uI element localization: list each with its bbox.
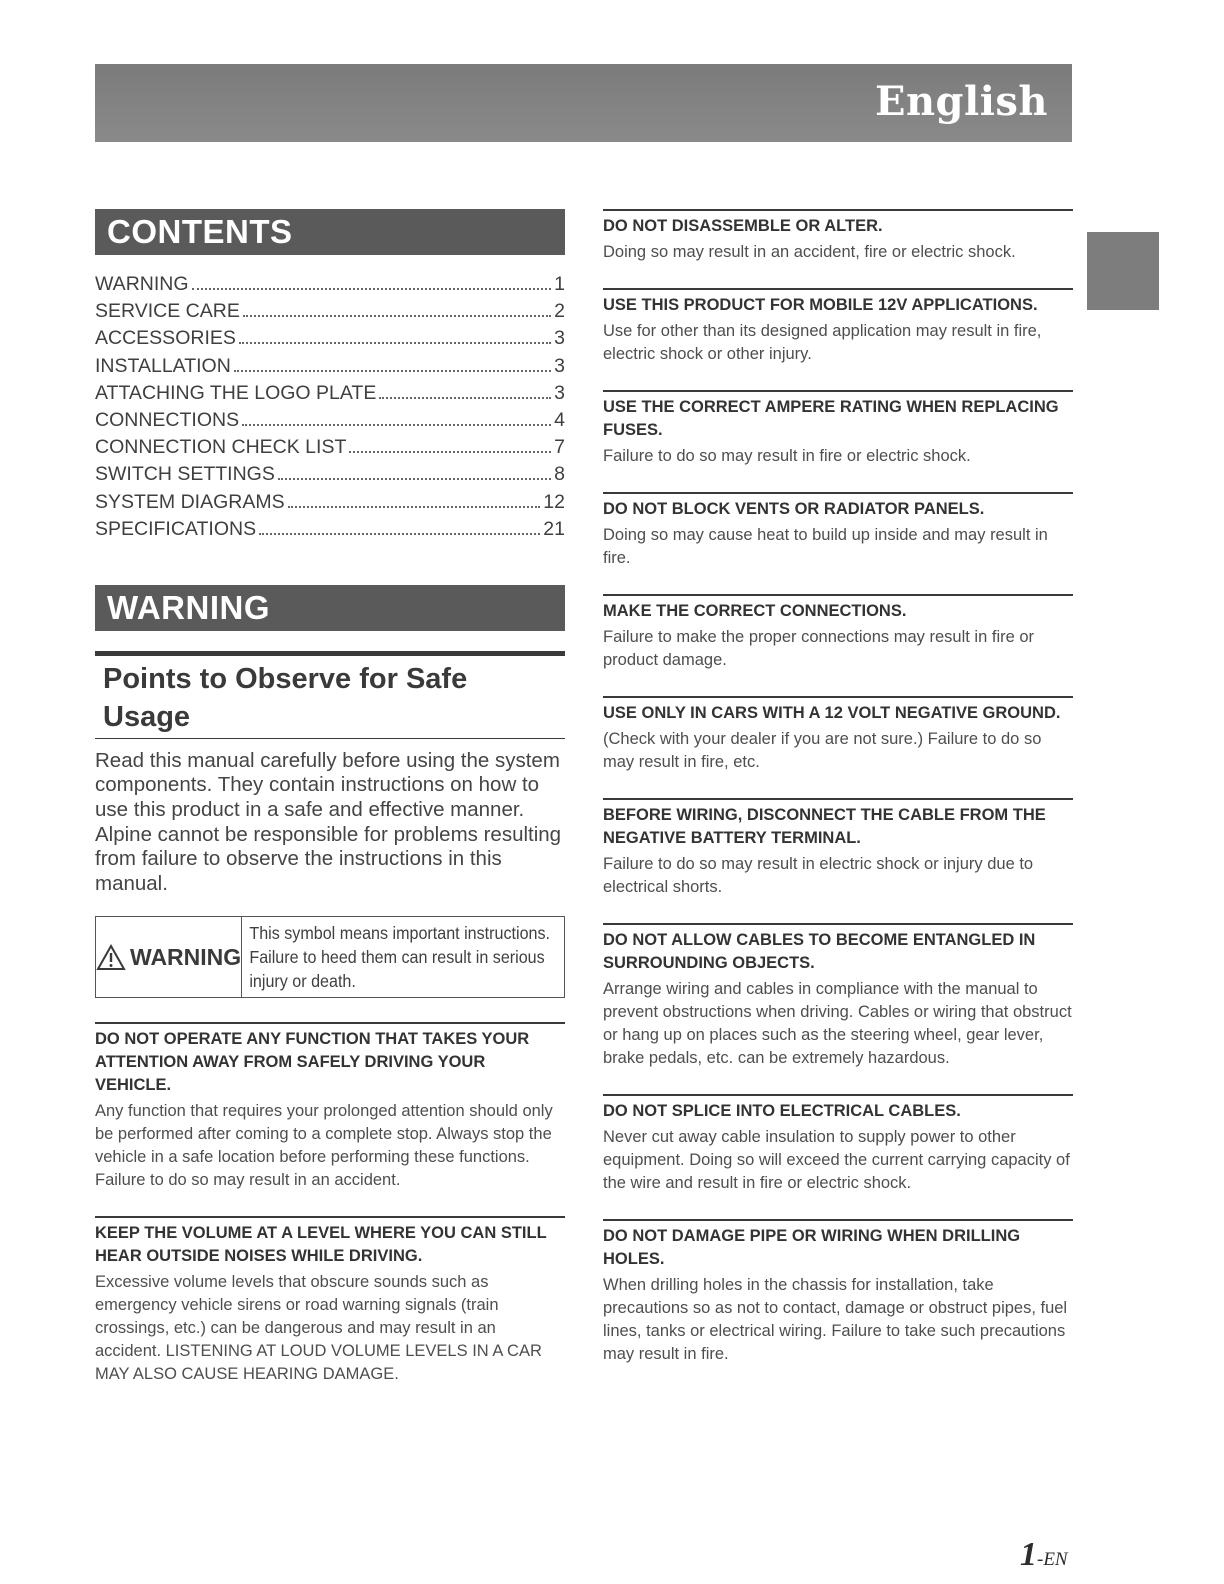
warning-item <box>603 798 1073 899</box>
warning-item <box>603 594 1073 672</box>
symbol-text-line: injury or death. <box>249 971 357 992</box>
page-number-value: 1 <box>1020 1536 1037 1573</box>
toc-entry[interactable] <box>95 382 565 409</box>
warning-intro: Read this manual carefully before using the system components. They contain instructions on how to use this product in a safe and effective manner. Alpine cannot be responsible for problems resulting from failure to observe the instructions in this manual. <box>95 748 562 895</box>
toc-page: 3 <box>554 354 565 377</box>
warning-symbol-description <box>242 917 557 997</box>
toc-page: 3 <box>554 327 565 350</box>
toc-entry[interactable] <box>95 273 565 300</box>
toc-leader <box>242 423 551 426</box>
warning-item <box>603 209 1073 264</box>
warning-symbol-label: WARNING <box>130 943 242 970</box>
toc-label: ACCESSORIES <box>95 327 236 350</box>
toc-label: SERVICE CARE <box>95 300 240 323</box>
toc-label: SPECIFICATIONS <box>95 517 257 540</box>
warning-item <box>603 288 1073 366</box>
symbol-text-line: This symbol means important instructions. <box>249 923 551 944</box>
warning-item <box>603 390 1073 468</box>
left-column <box>95 209 565 1410</box>
left-warning-list <box>95 1022 565 1386</box>
toc-entry[interactable] <box>95 518 565 545</box>
warning-item-head: USE ONLY IN CARS WITH A 12 VOLT NEGATIVE GROUND. <box>603 704 1061 722</box>
toc-entry[interactable] <box>95 436 565 463</box>
warning-item <box>603 492 1073 570</box>
warning-item-head: DO NOT ALLOW CABLES TO BECOME ENTANGLED IN SURROUNDING OBJECTS. <box>603 931 1036 972</box>
warning-item-body: (Check with your dealer if you are not sure.) Failure to do so may result in fire, etc. <box>603 730 1042 771</box>
toc-label: INSTALLATION <box>95 354 231 377</box>
warning-symbol-box <box>95 916 565 998</box>
toc-entry[interactable] <box>95 300 565 327</box>
side-tab-marker <box>1087 232 1159 310</box>
toc-label: ATTACHING THE LOGO PLATE <box>95 381 377 404</box>
toc-entry[interactable] <box>95 491 565 518</box>
toc-label: WARNING <box>95 273 189 295</box>
warning-item-body: Doing so may cause heat to build up inside and may result in fire. <box>603 526 1048 567</box>
toc-page: 21 <box>543 517 565 540</box>
warning-item-body: Failure to do so may result in electric shock or injury due to electrical shorts. <box>603 855 1034 896</box>
toc-page: 8 <box>554 463 565 486</box>
toc-entry[interactable] <box>95 463 565 490</box>
warning-item-body: Arrange wiring and cables in compliance with the manual to prevent obstructions when driving. Cables or wiring that obstruct or hang up on places such as the steering wheel, gear lever, brake pedals, etc. can be extremely hazardous. <box>603 980 1072 1067</box>
toc-page: 12 <box>543 490 565 513</box>
toc-page: 1 <box>554 273 565 295</box>
language-banner <box>95 64 1072 142</box>
toc-leader <box>234 369 551 372</box>
toc-leader <box>239 341 551 344</box>
warning-item <box>603 1094 1073 1195</box>
warning-item-head: DO NOT BLOCK VENTS OR RADIATOR PANELS. <box>603 500 985 518</box>
toc-page: 3 <box>554 381 565 404</box>
warning-item-body: Use for other than its designed application may result in fire, electric shock or other injury. <box>603 322 1042 363</box>
toc-page: 7 <box>554 436 565 459</box>
warning-item <box>603 923 1073 1070</box>
page-number <box>1020 1536 1068 1574</box>
page-number-suffix: -EN <box>1037 1549 1068 1570</box>
language-label: English <box>874 78 1048 125</box>
warning-item-body: Doing so may result in an accident, fire or electric shock. <box>603 243 1016 261</box>
warning-item-head: MAKE THE CORRECT CONNECTIONS. <box>603 602 907 620</box>
warning-item-head: DO NOT DAMAGE PIPE OR WIRING WHEN DRILLING HOLES. <box>603 1227 1021 1268</box>
symbol-text-line: Failure to heed them can result in serious <box>249 947 545 968</box>
toc-page: 2 <box>554 300 565 323</box>
warning-item-head: DO NOT SPLICE INTO ELECTRICAL CABLES. <box>603 1102 961 1120</box>
warning-header: WARNING <box>95 585 565 631</box>
warning-item-head: USE THIS PRODUCT FOR MOBILE 12V APPLICATIONS. <box>603 296 1038 314</box>
warning-item-body: Never cut away cable insulation to supply power to other equipment. Doing so will exceed the current carrying capacity of the wire and result in fire or electric shock. <box>603 1128 1070 1192</box>
safe-usage-subsection <box>95 651 565 739</box>
warning-item <box>603 1219 1073 1366</box>
warning-item-head: DO NOT OPERATE ANY FUNCTION THAT TAKES YOUR ATTENTION AWAY FROM SAFELY DRIVING YOUR VEHICLE. <box>95 1030 530 1095</box>
warning-item <box>603 696 1073 774</box>
warning-symbol-label-cell <box>96 917 242 997</box>
toc-label: CONNECTION CHECK LIST <box>95 436 347 459</box>
toc-leader <box>288 505 541 508</box>
warning-item-head: KEEP THE VOLUME AT A LEVEL WHERE YOU CAN STILL HEAR OUTSIDE NOISES WHILE DRIVING. <box>95 1224 547 1266</box>
toc-page: 4 <box>554 408 565 431</box>
toc-entry[interactable] <box>95 355 565 382</box>
warning-triangle-icon <box>96 944 126 971</box>
toc-label: SYSTEM DIAGRAMS <box>95 490 285 513</box>
toc-leader <box>192 287 552 290</box>
warning-item-body: Failure to make the proper connections may result in fire or product damage. <box>603 628 1035 669</box>
right-column <box>603 209 1073 1390</box>
warning-item-head: BEFORE WIRING, DISCONNECT THE CABLE FROM THE NEGATIVE BATTERY TERMINAL. <box>603 806 1046 847</box>
toc-leader <box>243 314 551 317</box>
warning-item-body: Failure to do so may result in fire or electric shock. <box>603 447 971 465</box>
warning-item-body: Any function that requires your prolonged attention should only be performed after coming to a complete stop. Always stop the vehicle in a safe location before performing these functions. Failure to do so may result in an accident. <box>95 1102 553 1190</box>
toc-leader <box>349 450 551 453</box>
contents-header: CONTENTS <box>95 209 565 255</box>
table-of-contents <box>95 273 565 545</box>
warning-item-head: DO NOT DISASSEMBLE OR ALTER. <box>603 217 883 235</box>
toc-entry[interactable] <box>95 409 565 436</box>
safe-usage-title: Points to Observe for Safe Usage <box>103 662 468 733</box>
toc-leader <box>379 396 551 399</box>
warning-item-body: When drilling holes in the chassis for installation, take precautions so as not to contact, damage or obstruct pipes, fuel lines, tanks or electrical wiring. Failure to take such precautions may result in fire. <box>603 1276 1068 1363</box>
toc-leader <box>259 532 540 535</box>
warning-item-head: USE THE CORRECT AMPERE RATING WHEN REPLACING FUSES. <box>603 398 1059 439</box>
toc-leader <box>278 477 551 480</box>
toc-label: SWITCH SETTINGS <box>95 463 275 486</box>
warning-item-body: Excessive volume levels that obscure sounds such as emergency vehicle sirens or road warning signals (train crossings, etc.) can be dangerous and may result in an accident. LISTENING AT LOUD VOLUME LEVELS IN A CAR MAY ALSO CAUSE HEARING DAMAGE. <box>95 1273 542 1384</box>
toc-label: CONNECTIONS <box>95 408 240 431</box>
toc-entry[interactable] <box>95 327 565 354</box>
warning-item <box>95 1022 565 1192</box>
warning-item <box>95 1216 565 1386</box>
